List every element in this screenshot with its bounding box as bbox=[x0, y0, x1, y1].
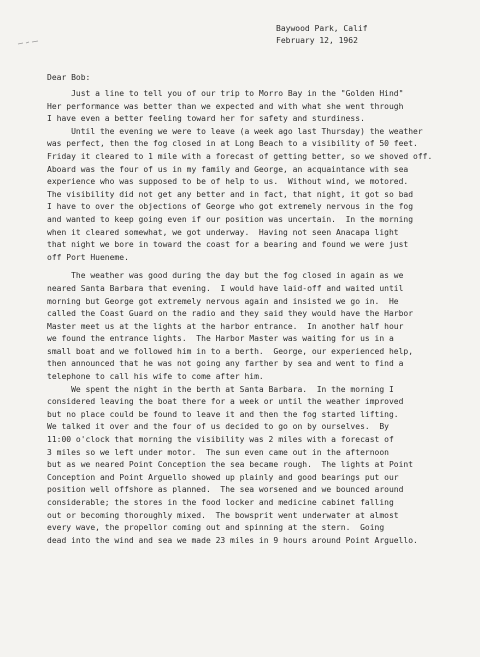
letter-line: The visibility did not get any better and in fact, that night, it got so bad bbox=[47, 189, 414, 199]
letter-line: we found the entrance lights. The Harbor Master was waiting for us in a bbox=[47, 334, 394, 344]
letter-line: but no place could be found to leave it and then the fog started lifting. bbox=[47, 409, 399, 419]
letter-line: called the Coast Guard on the radio and they said they would have the Harbor bbox=[47, 309, 414, 319]
letter-line: 11:00 o'clock that morning the visibility was 2 miles with a forecast of bbox=[47, 435, 394, 445]
letter-line: when it cleared somewhat, we got underway. Having not seen Anacapa light bbox=[47, 227, 399, 237]
letter-line: every wave, the propellor coming out and spinning at the stern. Going bbox=[47, 523, 385, 533]
letter-date: February 12, 1962 bbox=[276, 36, 358, 45]
letter-line: off Port Hueneme. bbox=[47, 252, 129, 262]
letter-line: considerable; the stores in the food locker and medicine cabinet falling bbox=[47, 498, 394, 507]
letter-line: morning but George got extremely nervous again and insisted we go in. He bbox=[47, 296, 399, 306]
letter-line: 3 miles so we left under motor. The sun even came out in the afternoon bbox=[47, 447, 389, 457]
letter-body bbox=[47, 88, 471, 547]
letter-line: We spent the night in the berth at Santa Barbara. In the morning I bbox=[47, 384, 394, 394]
letter-line: Until the evening we were to leave (a week ago last Thursday) the weather bbox=[47, 126, 423, 136]
letter-line: small boat and we followed him in to a berth. George, our experienced help, bbox=[47, 346, 414, 356]
letter-line: Conception and Point Arguello showed up plainly and good bearings put our bbox=[47, 472, 399, 482]
letter-line: and wanted to keep going even if our position was uncertain. In the morning bbox=[47, 214, 414, 224]
letter-line: out or becoming thoroughly mixed. The bowsprit went underwater at almost bbox=[47, 510, 399, 520]
letter-line: neared Santa Barbara that evening. I would have laid-off and waited until bbox=[47, 283, 404, 293]
letter-line: considered leaving the boat there for a week or until the weather improved bbox=[47, 397, 404, 407]
letter-line: Aboard was the four of us in my family and George, an acquaintance with sea bbox=[47, 164, 409, 174]
letter-line: was perfect, then the fog closed in at Long Beach to a visibility of 50 feet. bbox=[47, 139, 418, 149]
salutation: Dear Bob: bbox=[47, 73, 91, 82]
letter-line: experience who was supposed to be of help to us. Without wind, we motored. bbox=[47, 177, 409, 187]
return-address bbox=[276, 23, 368, 47]
letter-line: I have even a better feeling toward her for safety and sturdiness. bbox=[47, 114, 365, 124]
letter-line: then announced that he was not going any farther by sea and went to find a bbox=[47, 359, 404, 369]
letter-line: Master meet us at the lights at the harbor entrance. In another half hour bbox=[47, 321, 404, 331]
pencil-mark bbox=[17, 40, 39, 46]
letter-line: We talked it over and the four of us decided to go on by ourselves. By bbox=[47, 422, 389, 432]
letter-line: dead into the wind and sea we made 23 miles in 9 hours around Point Arguello. bbox=[47, 535, 418, 545]
letter-line: I have to over the objections of George who got extremely nervous in the fog bbox=[47, 202, 414, 212]
address-line-1: Baywood Park, Calif bbox=[276, 24, 368, 33]
letter-line: position well offshore as planned. The sea worsened and we bounced around bbox=[47, 485, 404, 495]
letter-line: Just a line to tell you of our trip to Morro Bay in the "Golden Hind" bbox=[47, 89, 404, 98]
letter-line: but as we neared Point Conception the sea became rough. The lights at Point bbox=[47, 460, 414, 470]
letter-line: Friday it cleared to 1 mile with a forecast of getting better, so we shoved off. bbox=[47, 151, 433, 161]
letter-line: that night we bore in toward the coast for a bearing and found we were just bbox=[47, 240, 409, 250]
letter-line: telephone to call his wife to come after him. bbox=[47, 372, 264, 382]
letter-line: Her performance was better than we expected and with what she went through bbox=[47, 101, 404, 111]
letter-line: The weather was good during the day but the fog closed in again as we bbox=[47, 271, 404, 281]
